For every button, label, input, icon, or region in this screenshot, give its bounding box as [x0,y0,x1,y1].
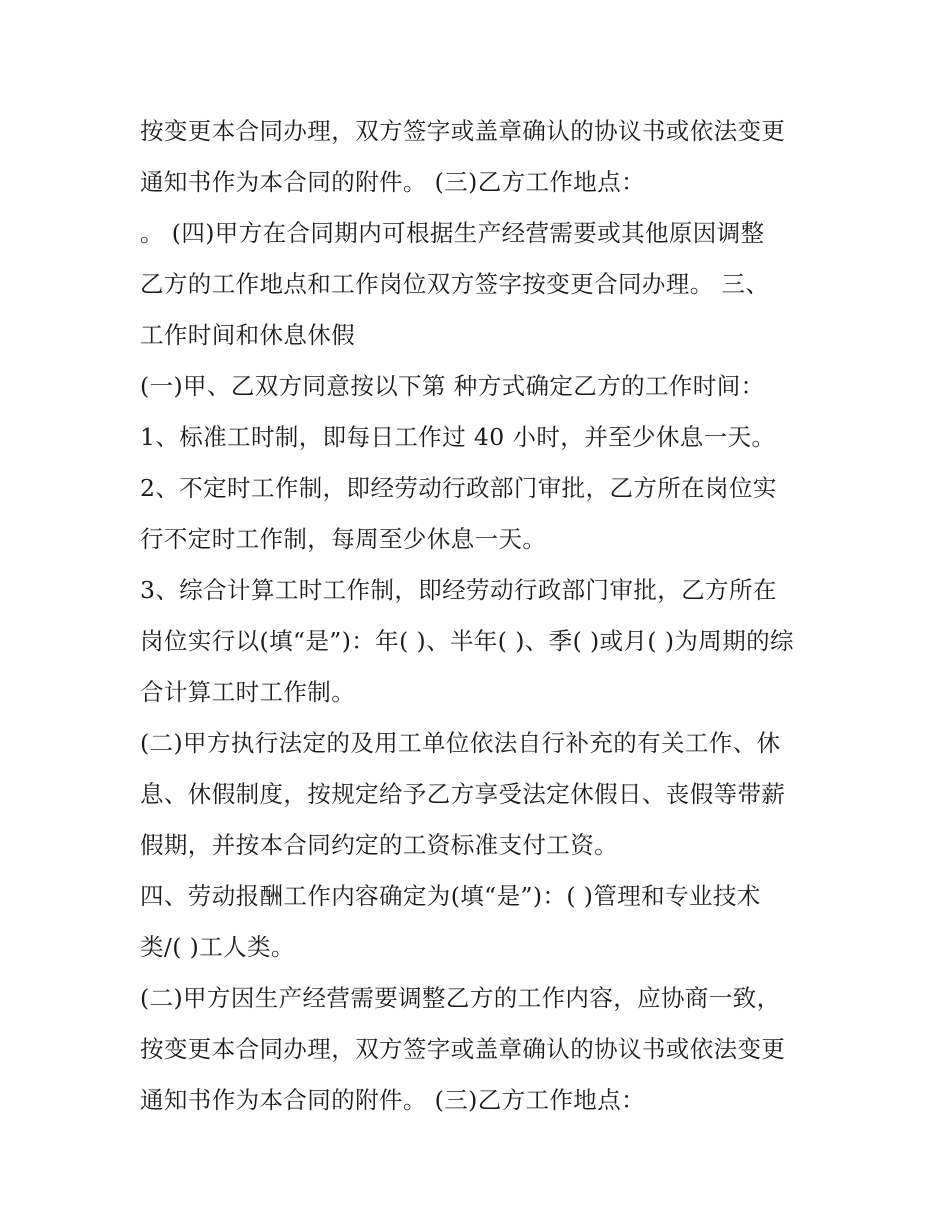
text-line: 息、休假制度，按规定给予乙方享受法定休假日、丧假等带薪 [140,780,786,808]
text-line: 四、劳动报酬工作内容确定为(填“是”)：( )管理和专业技术 [140,882,761,910]
text-line: 按变更本合同办理，双方签字或盖章确认的协议书或依法变更 [140,1035,786,1063]
text-line: 。 (四)甲方在合同期内可根据生产经营需要或其他原因调整 [140,219,765,247]
section-heading: 工作时间和休息休假 [140,321,356,349]
document-body [140,106,830,1126]
text-line: (二)甲方因生产经营需要调整乙方的工作内容，应协商一致， [140,984,781,1012]
text-line: 岗位实行以(填“是”)：年( )、半年( )、季( )或月( )为周期的综 [140,627,794,655]
text-line: (一)甲、乙双方同意按以下第 种方式确定乙方的工作时间： [140,372,765,400]
text-line: 合计算工时工作制。 [140,678,356,706]
text-line: 行不定时工作制，每周至少休息一天。 [140,525,547,553]
text-line: 通知书作为本合同的附件。 (三)乙方工作地点： [140,168,646,196]
text-line: 假期，并按本合同约定的工资标准支付工资。 [140,831,618,859]
text-line: 通知书作为本合同的附件。 (三)乙方工作地点： [140,1086,646,1114]
text-line: 按变更本合同办理，双方签字或盖章确认的协议书或依法变更 [140,117,786,145]
text-line: 3、综合计算工时工作制，即经劳动行政部门审批，乙方所在 [140,576,777,604]
text-line: 1、标准工时制，即每日工作过 40 小时，并至少休息一天。 [140,423,776,451]
text-line: (二)甲方执行法定的及用工单位依法自行补充的有关工作、休 [140,729,781,757]
text-line: 2、不定时工作制，即经劳动行政部门审批，乙方所在岗位实 [140,474,777,502]
text-line: 乙方的工作地点和工作岗位双方签字按变更合同办理。 三、 [140,270,770,298]
text-line: 类/( )工人类。 [140,933,295,961]
